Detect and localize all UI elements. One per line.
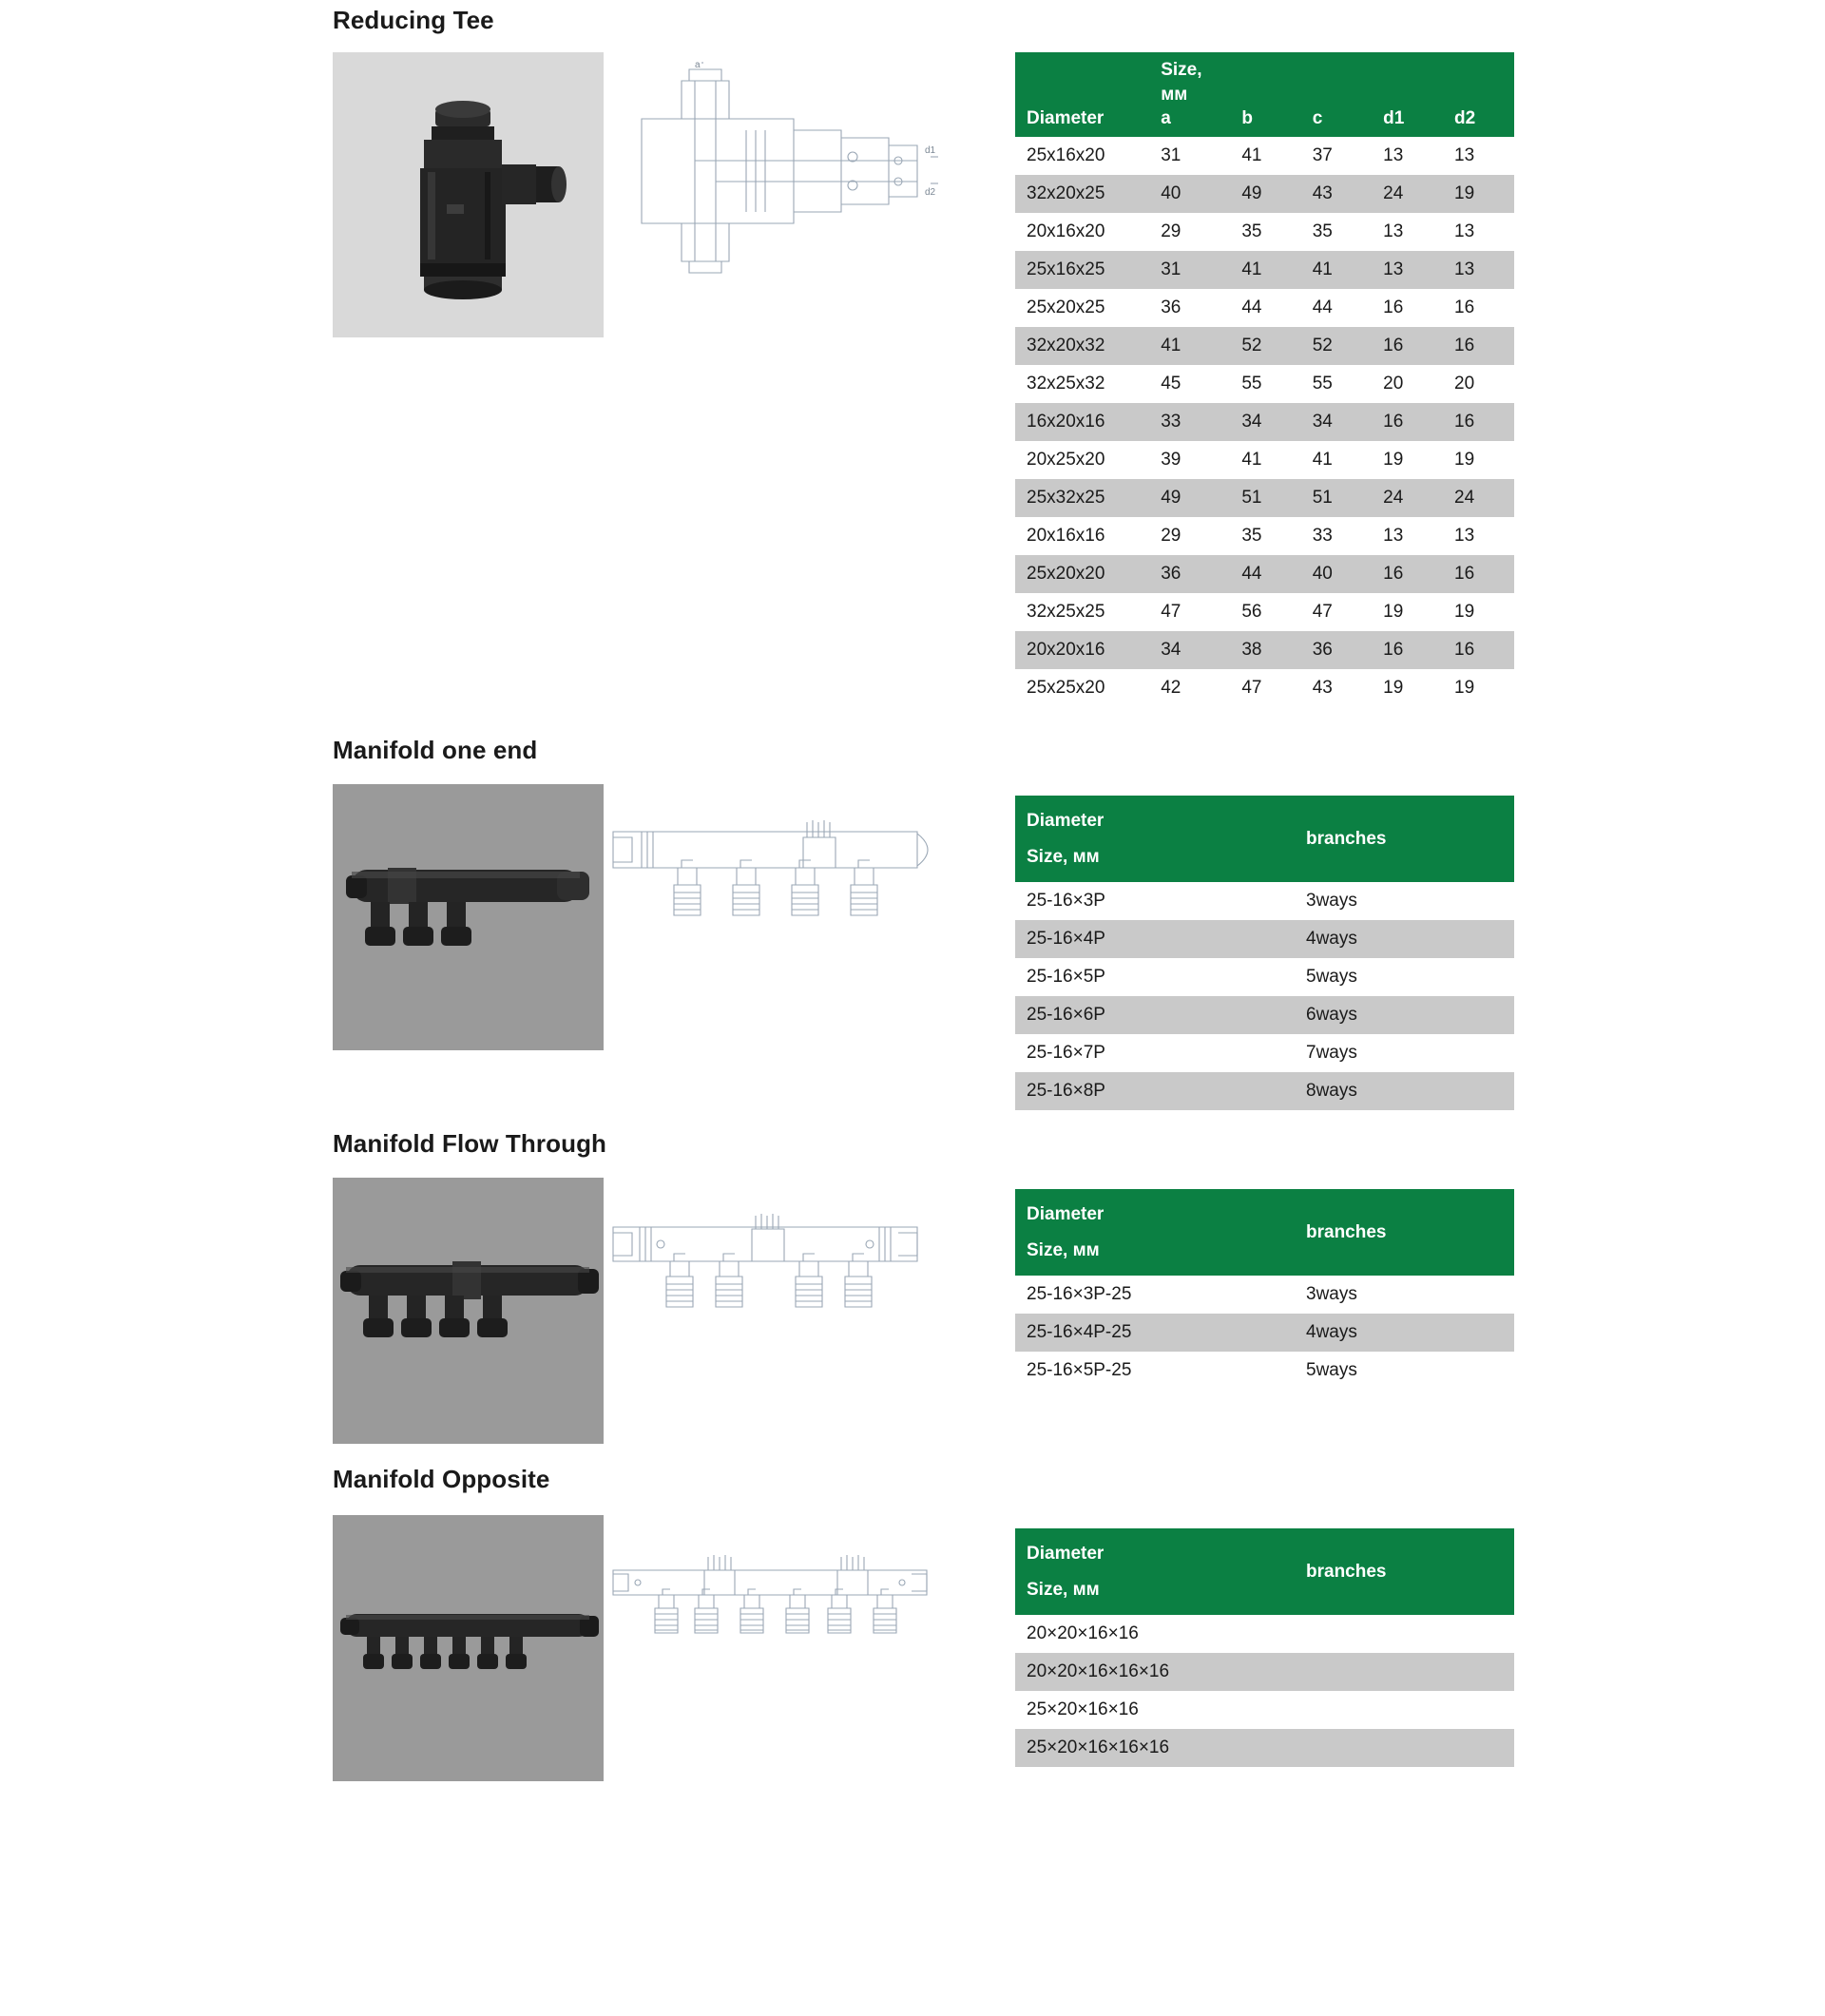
cell-d2: 13 (1443, 137, 1514, 175)
cell-b: 55 (1230, 365, 1300, 403)
table-row (1015, 175, 1514, 213)
table-row (1015, 137, 1514, 175)
cell-c: 44 (1301, 289, 1372, 327)
manifold-flow-through-drawing (604, 1187, 984, 1358)
table-header-row (1015, 1528, 1514, 1615)
manifold-one-end-table (1015, 796, 1514, 1110)
table-row (1015, 213, 1514, 251)
cell-diameter: 25x16x20 (1015, 137, 1149, 175)
cell-diameter: 32x25x32 (1015, 365, 1149, 403)
cell-d1: 16 (1372, 327, 1443, 365)
cell-diameter: 25x25x20 (1015, 669, 1149, 707)
cell-b: 47 (1230, 669, 1300, 707)
cell-branches: 4ways (1295, 920, 1514, 958)
section-manifold-one-end (0, 736, 1825, 1110)
table-column (984, 784, 1825, 1110)
cell-d1: 13 (1372, 137, 1443, 175)
cell-d2: 13 (1443, 517, 1514, 555)
section-title: Manifold Opposite (333, 1465, 550, 1494)
cell-diameter: 20x16x20 (1015, 213, 1149, 251)
reducing-tee-table-body (1015, 137, 1514, 707)
manifold-flow-through-table-body (1015, 1276, 1514, 1390)
table-row (1015, 1653, 1514, 1691)
cell-d1: 13 (1372, 251, 1443, 289)
cell-diameter: 25-16×6P (1015, 996, 1295, 1034)
reducing-tee-photo (333, 52, 604, 337)
header-b: b (1230, 52, 1300, 137)
table-row (1015, 327, 1514, 365)
manifold-one-end-table-body (1015, 882, 1514, 1110)
manifold-one-end-photo (333, 784, 604, 1050)
cell-b: 49 (1230, 175, 1300, 213)
manifold-flow-through-table (1015, 1189, 1514, 1390)
table-row (1015, 593, 1514, 631)
cell-diameter: 25-16×5P (1015, 958, 1295, 996)
cell-b: 56 (1230, 593, 1300, 631)
cell-b: 52 (1230, 327, 1300, 365)
cell-a: 31 (1149, 251, 1230, 289)
header-d2: d2 (1443, 52, 1514, 137)
cell-branches: 4ways (1295, 1314, 1514, 1352)
cell-d1: 24 (1372, 175, 1443, 213)
table-row (1015, 517, 1514, 555)
cell-diameter: 25x16x25 (1015, 251, 1149, 289)
cell-branches (1295, 1615, 1514, 1653)
cell-branches: 5ways (1295, 958, 1514, 996)
table-row (1015, 1729, 1514, 1767)
cell-d1: 16 (1372, 631, 1443, 669)
cell-a: 36 (1149, 555, 1230, 593)
cell-a: 29 (1149, 213, 1230, 251)
cell-diameter: 25-16×4P (1015, 920, 1295, 958)
cell-a: 42 (1149, 669, 1230, 707)
cell-b: 35 (1230, 213, 1300, 251)
table-row (1015, 1034, 1514, 1072)
manifold-flow-through-photo (333, 1178, 604, 1444)
reducing-tee-drawing (604, 62, 984, 290)
cell-d1: 20 (1372, 365, 1443, 403)
table-column (984, 1515, 1825, 1767)
cell-d1: 19 (1372, 441, 1443, 479)
table-row (1015, 1276, 1514, 1314)
cell-d1: 13 (1372, 213, 1443, 251)
cell-b: 35 (1230, 517, 1300, 555)
table-header-row (1015, 1189, 1514, 1276)
table-row (1015, 1072, 1514, 1110)
cell-a: 31 (1149, 137, 1230, 175)
header-branches: branches (1295, 796, 1514, 882)
table-header-row (1015, 796, 1514, 882)
table-row (1015, 1615, 1514, 1653)
cell-c: 51 (1301, 479, 1372, 517)
table-row (1015, 920, 1514, 958)
table-row (1015, 631, 1514, 669)
cell-d1: 19 (1372, 593, 1443, 631)
section-manifold-opposite (0, 1465, 1825, 1781)
cell-b: 44 (1230, 555, 1300, 593)
cell-d2: 19 (1443, 669, 1514, 707)
manifold-opposite-drawing (604, 1525, 984, 1696)
cell-c: 41 (1301, 441, 1372, 479)
cell-c: 34 (1301, 403, 1372, 441)
cell-diameter: 25-16×5P-25 (1015, 1352, 1295, 1390)
section-title: Manifold one end (333, 735, 538, 764)
photo-column (333, 1178, 604, 1444)
cell-branches (1295, 1653, 1514, 1691)
drawing-column (604, 784, 984, 965)
cell-a: 49 (1149, 479, 1230, 517)
cell-d2: 19 (1443, 441, 1514, 479)
cell-a: 41 (1149, 327, 1230, 365)
cell-b: 51 (1230, 479, 1300, 517)
cell-d1: 16 (1372, 403, 1443, 441)
section-reducing-tee (0, 0, 1825, 707)
cell-branches: 3ways (1295, 882, 1514, 920)
cell-diameter: 25x20x20 (1015, 555, 1149, 593)
table-row (1015, 403, 1514, 441)
drawing-label-d1: d1 (925, 145, 936, 156)
cell-diameter: 25×20×16×16×16 (1015, 1729, 1295, 1767)
table-row (1015, 365, 1514, 403)
cell-diameter: 25-16×8P (1015, 1072, 1295, 1110)
header-diameter: Diameter (1015, 52, 1149, 137)
cell-a: 40 (1149, 175, 1230, 213)
cell-diameter: 20x20x16 (1015, 631, 1149, 669)
table-row (1015, 289, 1514, 327)
cell-diameter: 20×20×16×16×16 (1015, 1653, 1295, 1691)
photo-column (333, 52, 604, 337)
cell-diameter: 20×20×16×16 (1015, 1615, 1295, 1653)
header-diameter-size: Diameter Size, мм (1015, 1528, 1295, 1615)
header-diameter-size: Diameter Size, мм (1015, 796, 1295, 882)
cell-a: 47 (1149, 593, 1230, 631)
table-row (1015, 1691, 1514, 1729)
cell-diameter: 32x20x32 (1015, 327, 1149, 365)
cell-d2: 16 (1443, 403, 1514, 441)
section-manifold-flow-through (0, 1129, 1825, 1444)
section-title: Reducing Tee (333, 6, 494, 34)
table-row (1015, 441, 1514, 479)
cell-d1: 16 (1372, 289, 1443, 327)
cell-diameter: 25x20x25 (1015, 289, 1149, 327)
header-d1: d1 (1372, 52, 1443, 137)
cell-a: 36 (1149, 289, 1230, 327)
table-row (1015, 1314, 1514, 1352)
manifold-opposite-table-body (1015, 1615, 1514, 1767)
manifold-opposite-photo (333, 1515, 604, 1781)
manifold-opposite-table (1015, 1528, 1514, 1767)
cell-b: 41 (1230, 441, 1300, 479)
cell-branches: 3ways (1295, 1276, 1514, 1314)
cell-b: 38 (1230, 631, 1300, 669)
cell-d1: 13 (1372, 517, 1443, 555)
cell-branches: 8ways (1295, 1072, 1514, 1110)
section-title: Manifold Flow Through (333, 1129, 607, 1159)
cell-b: 34 (1230, 403, 1300, 441)
drawing-column (604, 52, 984, 290)
table-row (1015, 1352, 1514, 1390)
table-row (1015, 882, 1514, 920)
cell-d1: 19 (1372, 669, 1443, 707)
cell-branches (1295, 1691, 1514, 1729)
cell-d1: 24 (1372, 479, 1443, 517)
cell-c: 43 (1301, 669, 1372, 707)
cell-c: 52 (1301, 327, 1372, 365)
cell-diameter: 25-16×4P-25 (1015, 1314, 1295, 1352)
header-diameter-size: Diameter Size, мм (1015, 1189, 1295, 1276)
manifold-one-end-drawing (604, 794, 984, 965)
cell-diameter: 20x25x20 (1015, 441, 1149, 479)
reducing-tee-table (1015, 52, 1514, 707)
cell-c: 47 (1301, 593, 1372, 631)
drawing-column (604, 1178, 984, 1358)
cell-c: 43 (1301, 175, 1372, 213)
drawing-label-d2: d2 (925, 187, 936, 198)
cell-diameter: 32x20x25 (1015, 175, 1149, 213)
cell-c: 33 (1301, 517, 1372, 555)
cell-d2: 16 (1443, 289, 1514, 327)
table-row (1015, 479, 1514, 517)
cell-d2: 20 (1443, 365, 1514, 403)
cell-diameter: 32x25x25 (1015, 593, 1149, 631)
table-column (984, 1178, 1825, 1390)
cell-d2: 16 (1443, 327, 1514, 365)
table-header-row (1015, 52, 1514, 137)
cell-d2: 16 (1443, 631, 1514, 669)
drawing-column (604, 1515, 984, 1696)
cell-c: 41 (1301, 251, 1372, 289)
cell-diameter: 25-16×3P-25 (1015, 1276, 1295, 1314)
photo-column (333, 784, 604, 1050)
cell-c: 37 (1301, 137, 1372, 175)
table-column (984, 52, 1825, 707)
header-branches: branches (1295, 1189, 1514, 1276)
cell-b: 41 (1230, 251, 1300, 289)
header-a: Size, мм a (1149, 52, 1230, 137)
cell-a: 45 (1149, 365, 1230, 403)
cell-c: 36 (1301, 631, 1372, 669)
table-row (1015, 555, 1514, 593)
cell-d2: 13 (1443, 251, 1514, 289)
cell-branches: 7ways (1295, 1034, 1514, 1072)
cell-c: 55 (1301, 365, 1372, 403)
cell-branches: 6ways (1295, 996, 1514, 1034)
cell-branches: 5ways (1295, 1352, 1514, 1390)
cell-a: 33 (1149, 403, 1230, 441)
table-row (1015, 669, 1514, 707)
photo-column (333, 1515, 604, 1781)
cell-diameter: 25×20×16×16 (1015, 1691, 1295, 1729)
header-c: c (1301, 52, 1372, 137)
cell-diameter: 16x20x16 (1015, 403, 1149, 441)
cell-b: 44 (1230, 289, 1300, 327)
cell-d2: 13 (1443, 213, 1514, 251)
cell-a: 29 (1149, 517, 1230, 555)
cell-diameter: 20x16x16 (1015, 517, 1149, 555)
cell-diameter: 25-16×7P (1015, 1034, 1295, 1072)
cell-c: 40 (1301, 555, 1372, 593)
cell-b: 41 (1230, 137, 1300, 175)
cell-branches (1295, 1729, 1514, 1767)
header-branches: branches (1295, 1528, 1514, 1615)
cell-d2: 19 (1443, 175, 1514, 213)
table-row (1015, 958, 1514, 996)
table-row (1015, 251, 1514, 289)
cell-d2: 24 (1443, 479, 1514, 517)
cell-diameter: 25-16×3P (1015, 882, 1295, 920)
cell-a: 39 (1149, 441, 1230, 479)
cell-c: 35 (1301, 213, 1372, 251)
cell-d1: 16 (1372, 555, 1443, 593)
table-row (1015, 996, 1514, 1034)
cell-d2: 16 (1443, 555, 1514, 593)
cell-a: 34 (1149, 631, 1230, 669)
cell-diameter: 25x32x25 (1015, 479, 1149, 517)
cell-d2: 19 (1443, 593, 1514, 631)
drawing-label-a: a (695, 62, 701, 70)
